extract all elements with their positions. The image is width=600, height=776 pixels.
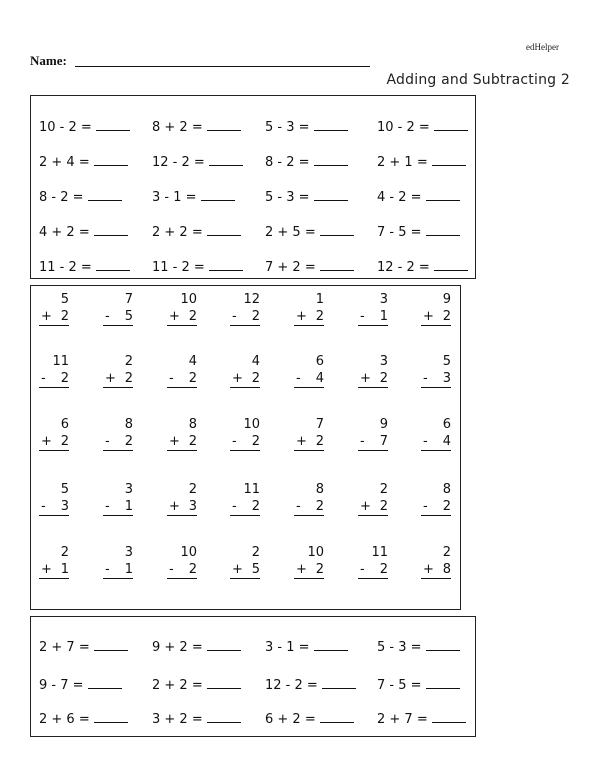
problem-row — [31, 152, 475, 172]
operator-sign: + — [41, 434, 52, 449]
bottom-number: 1 — [379, 309, 388, 324]
answer-blank[interactable] — [426, 187, 460, 201]
answer-blank[interactable] — [320, 222, 354, 236]
vertical-problem — [103, 291, 133, 326]
equation-text: 4 - 2 = — [377, 190, 422, 205]
answer-blank[interactable] — [209, 257, 243, 271]
operator-sign: + — [423, 309, 434, 324]
problem-row — [31, 709, 475, 729]
vertical-problem — [230, 416, 260, 451]
vertical-problem — [103, 481, 133, 516]
equation-text: 2 + 2 = — [152, 678, 203, 693]
answer-line[interactable] — [421, 498, 451, 516]
answer-blank[interactable] — [320, 257, 354, 271]
problem-row — [31, 637, 475, 657]
bottom-number: 2 — [188, 309, 197, 324]
answer-blank[interactable] — [314, 117, 348, 131]
top-number: 2 — [60, 545, 69, 560]
bottom-number: 2 — [60, 371, 69, 386]
equation-problem — [265, 117, 348, 135]
bottom-number: 2 — [315, 499, 324, 514]
vertical-problem — [39, 544, 69, 579]
top-number: 8 — [315, 482, 324, 497]
bottom-number: 1 — [124, 562, 133, 577]
operator-sign: - — [232, 309, 237, 324]
equation-problem — [377, 637, 460, 655]
vertical-problem — [294, 291, 324, 326]
answer-line[interactable] — [358, 561, 388, 579]
equation-problem — [39, 709, 128, 727]
equation-text: 11 - 2 = — [152, 260, 205, 275]
equation-problem — [377, 222, 460, 240]
equation-text: 3 - 1 = — [265, 640, 310, 655]
operator-sign: + — [360, 371, 371, 386]
equation-problem — [152, 152, 243, 170]
operator-sign: - — [423, 371, 428, 386]
top-number: 5 — [442, 354, 451, 369]
answer-line[interactable] — [230, 433, 260, 451]
bottom-number: 4 — [442, 434, 451, 449]
top-number: 12 — [243, 292, 260, 307]
equation-problem — [377, 152, 466, 170]
bottom-number: 3 — [60, 499, 69, 514]
equation-text: 2 + 1 = — [377, 155, 428, 170]
equation-text: 2 + 6 = — [39, 712, 90, 727]
top-number: 10 — [180, 292, 197, 307]
equation-text: 2 + 7 = — [39, 640, 90, 655]
problem-row — [31, 222, 475, 242]
operator-sign: + — [169, 434, 180, 449]
operator-sign: + — [296, 562, 307, 577]
equation-text: 5 - 3 = — [377, 640, 422, 655]
top-number: 5 — [60, 482, 69, 497]
operator-sign: - — [296, 499, 301, 514]
equation-problem — [265, 187, 348, 205]
bottom-number: 1 — [124, 499, 133, 514]
answer-blank[interactable] — [432, 709, 466, 723]
equation-text: 4 + 2 = — [39, 225, 90, 240]
vertical-problem — [421, 291, 451, 326]
answer-line[interactable] — [421, 308, 451, 326]
operator-sign: - — [169, 371, 174, 386]
vertical-problem — [421, 416, 451, 451]
equation-problem — [265, 152, 348, 170]
vertical-problem — [230, 291, 260, 326]
answer-line[interactable] — [358, 370, 388, 388]
equation-text: 8 - 2 = — [39, 190, 84, 205]
equation-problem — [152, 257, 243, 275]
top-number: 10 — [307, 545, 324, 560]
answer-blank[interactable] — [426, 675, 460, 689]
brand-mark: edHelper — [526, 42, 559, 52]
operator-sign: - — [105, 562, 110, 577]
operator-sign: - — [105, 434, 110, 449]
vertical-problem — [39, 481, 69, 516]
answer-blank[interactable] — [426, 222, 460, 236]
answer-blank[interactable] — [94, 152, 128, 166]
answer-line[interactable] — [103, 498, 133, 516]
operator-sign: + — [360, 499, 371, 514]
top-number: 3 — [124, 545, 133, 560]
answer-blank[interactable] — [434, 117, 468, 131]
equation-text: 8 + 2 = — [152, 120, 203, 135]
equation-text: 12 - 2 = — [377, 260, 430, 275]
answer-blank[interactable] — [314, 187, 348, 201]
equation-problem — [39, 257, 130, 275]
operator-sign: + — [169, 309, 180, 324]
top-number: 11 — [52, 354, 69, 369]
answer-line[interactable] — [421, 370, 451, 388]
equation-problem — [265, 709, 354, 727]
equation-text: 3 + 2 = — [152, 712, 203, 727]
top-number: 8 — [188, 417, 197, 432]
bottom-number: 2 — [60, 309, 69, 324]
equation-problem — [265, 257, 354, 275]
vertical-problem-box — [30, 285, 461, 610]
bottom-number: 5 — [124, 309, 133, 324]
bottom-number: 2 — [315, 562, 324, 577]
answer-blank[interactable] — [207, 709, 241, 723]
top-number: 5 — [60, 292, 69, 307]
answer-blank[interactable] — [94, 637, 128, 651]
vertical-problem — [358, 481, 388, 516]
answer-line[interactable] — [103, 308, 133, 326]
bottom-number: 2 — [60, 434, 69, 449]
top-number: 10 — [180, 545, 197, 560]
operator-sign: + — [169, 499, 180, 514]
equation-problem — [377, 187, 460, 205]
bottom-number: 2 — [379, 371, 388, 386]
equation-problem — [39, 637, 128, 655]
operator-sign: - — [360, 562, 365, 577]
equation-problem — [39, 117, 130, 135]
equation-text: 9 + 2 = — [152, 640, 203, 655]
answer-line[interactable] — [358, 308, 388, 326]
answer-line[interactable] — [103, 370, 133, 388]
equation-text: 6 + 2 = — [265, 712, 316, 727]
operator-sign: - — [423, 434, 428, 449]
equation-problem — [39, 152, 128, 170]
operator-sign: + — [232, 371, 243, 386]
equation-text: 5 - 3 = — [265, 190, 310, 205]
name-label: Name: — [30, 53, 67, 68]
top-number: 11 — [243, 482, 260, 497]
vertical-problem — [167, 544, 197, 579]
equation-text: 2 + 4 = — [39, 155, 90, 170]
vertical-problem — [294, 416, 324, 451]
equation-text: 11 - 2 = — [39, 260, 92, 275]
top-number: 11 — [371, 545, 388, 560]
answer-line[interactable] — [294, 308, 324, 326]
operator-sign: - — [232, 499, 237, 514]
equation-problem — [265, 637, 348, 655]
bottom-number: 5 — [251, 562, 260, 577]
bottom-number: 2 — [188, 434, 197, 449]
page-title: Adding and Subtracting 2 — [386, 72, 570, 88]
bottom-number: 1 — [60, 562, 69, 577]
vertical-problem — [358, 353, 388, 388]
operator-sign: - — [232, 434, 237, 449]
vertical-problem — [358, 416, 388, 451]
answer-line[interactable] — [39, 308, 69, 326]
equation-text: 9 - 7 = — [39, 678, 84, 693]
bottom-number: 3 — [188, 499, 197, 514]
answer-blank[interactable] — [434, 257, 468, 271]
bottom-number: 2 — [251, 309, 260, 324]
vertical-problem — [294, 481, 324, 516]
top-number: 7 — [124, 292, 133, 307]
vertical-problem — [39, 353, 69, 388]
vertical-problem — [167, 481, 197, 516]
answer-line[interactable] — [230, 498, 260, 516]
equation-problem — [377, 257, 468, 275]
vertical-problem — [230, 481, 260, 516]
equation-text: 2 + 2 = — [152, 225, 203, 240]
answer-line[interactable] — [167, 370, 197, 388]
top-number: 6 — [315, 354, 324, 369]
vertical-problem — [358, 544, 388, 579]
bottom-number: 2 — [251, 499, 260, 514]
equation-text: 3 - 1 = — [152, 190, 197, 205]
top-number: 2 — [251, 545, 260, 560]
answer-line[interactable] — [39, 498, 69, 516]
operator-sign: - — [105, 309, 110, 324]
bottom-number: 2 — [251, 434, 260, 449]
answer-blank[interactable] — [88, 187, 122, 201]
answer-line[interactable] — [103, 433, 133, 451]
operator-sign: + — [41, 562, 52, 577]
answer-line[interactable] — [167, 498, 197, 516]
bottom-number: 2 — [124, 434, 133, 449]
equation-problem — [152, 709, 241, 727]
vertical-problem — [167, 353, 197, 388]
equation-problem — [265, 675, 356, 693]
answer-line[interactable] — [167, 308, 197, 326]
equation-text: 2 + 5 = — [265, 225, 316, 240]
answer-line[interactable] — [294, 498, 324, 516]
top-number: 9 — [442, 292, 451, 307]
problem-row — [31, 675, 475, 695]
equation-text: 7 - 5 = — [377, 678, 422, 693]
vertical-problem — [294, 544, 324, 579]
operator-sign: - — [169, 562, 174, 577]
equation-problem — [39, 675, 122, 693]
answer-line[interactable] — [230, 370, 260, 388]
top-number: 8 — [124, 417, 133, 432]
top-number: 2 — [442, 545, 451, 560]
vertical-problem — [167, 291, 197, 326]
answer-blank[interactable] — [314, 152, 348, 166]
answer-line[interactable] — [421, 561, 451, 579]
top-number: 2 — [124, 354, 133, 369]
bottom-number: 3 — [442, 371, 451, 386]
top-number: 2 — [188, 482, 197, 497]
vertical-problem — [230, 353, 260, 388]
operator-sign: + — [105, 371, 116, 386]
equation-problem — [152, 637, 241, 655]
answer-blank[interactable] — [207, 675, 241, 689]
equation-problem — [152, 222, 241, 240]
equation-problem — [377, 117, 468, 135]
top-number: 8 — [442, 482, 451, 497]
operator-sign: + — [41, 309, 52, 324]
equation-problem — [152, 187, 235, 205]
top-number: 1 — [315, 292, 324, 307]
top-number: 2 — [379, 482, 388, 497]
vertical-problem — [103, 544, 133, 579]
bottom-number: 2 — [379, 562, 388, 577]
bottom-number: 2 — [188, 371, 197, 386]
equation-text: 8 - 2 = — [265, 155, 310, 170]
answer-blank[interactable] — [94, 222, 128, 236]
answer-line[interactable] — [358, 498, 388, 516]
equation-problem — [377, 709, 466, 727]
answer-line[interactable] — [294, 433, 324, 451]
operator-sign: - — [423, 499, 428, 514]
vertical-problem — [294, 353, 324, 388]
answer-blank[interactable] — [314, 637, 348, 651]
answer-line[interactable] — [230, 561, 260, 579]
bottom-number: 4 — [315, 371, 324, 386]
answer-line[interactable] — [421, 433, 451, 451]
vertical-problem — [103, 416, 133, 451]
bottom-number: 2 — [124, 371, 133, 386]
answer-blank[interactable] — [96, 117, 130, 131]
top-number: 4 — [251, 354, 260, 369]
equation-problem — [39, 222, 128, 240]
equation-text: 12 - 2 = — [265, 678, 318, 693]
bottom-number: 2 — [442, 499, 451, 514]
equation-text: 7 - 5 = — [377, 225, 422, 240]
vertical-problem — [421, 544, 451, 579]
operator-sign: - — [360, 309, 365, 324]
operator-sign: - — [41, 371, 46, 386]
answer-blank[interactable] — [320, 709, 354, 723]
top-number: 4 — [188, 354, 197, 369]
bottom-number: 2 — [315, 309, 324, 324]
answer-line[interactable] — [167, 561, 197, 579]
answer-line[interactable] — [230, 308, 260, 326]
answer-blank[interactable] — [432, 152, 466, 166]
top-problem-box — [30, 95, 476, 279]
bottom-number: 8 — [442, 562, 451, 577]
answer-line[interactable] — [39, 433, 69, 451]
answer-blank[interactable] — [426, 637, 460, 651]
top-number: 3 — [379, 354, 388, 369]
equation-text: 5 - 3 = — [265, 120, 310, 135]
vertical-problem — [230, 544, 260, 579]
top-number: 6 — [60, 417, 69, 432]
equation-text: 10 - 2 = — [377, 120, 430, 135]
operator-sign: - — [360, 434, 365, 449]
operator-sign: + — [296, 309, 307, 324]
answer-blank[interactable] — [96, 257, 130, 271]
top-number: 3 — [379, 292, 388, 307]
answer-blank[interactable] — [322, 675, 356, 689]
answer-line[interactable] — [39, 370, 69, 388]
answer-line[interactable] — [358, 433, 388, 451]
operator-sign: - — [41, 499, 46, 514]
equation-text: 2 + 7 = — [377, 712, 428, 727]
operator-sign: - — [296, 371, 301, 386]
operator-sign: + — [232, 562, 243, 577]
answer-blank[interactable] — [201, 187, 235, 201]
bottom-number: 2 — [251, 371, 260, 386]
bottom-number: 2 — [379, 499, 388, 514]
problem-row — [31, 257, 475, 277]
answer-blank[interactable] — [94, 709, 128, 723]
vertical-problem — [39, 416, 69, 451]
answer-blank[interactable] — [207, 117, 241, 131]
equation-problem — [39, 187, 122, 205]
operator-sign: + — [296, 434, 307, 449]
answer-line[interactable] — [39, 561, 69, 579]
name-line[interactable] — [75, 66, 370, 67]
vertical-problem — [421, 481, 451, 516]
answer-line[interactable] — [294, 561, 324, 579]
vertical-problem — [167, 416, 197, 451]
equation-text: 7 + 2 = — [265, 260, 316, 275]
top-number: 9 — [379, 417, 388, 432]
answer-blank[interactable] — [207, 637, 241, 651]
bottom-number: 2 — [315, 434, 324, 449]
answer-blank[interactable] — [207, 222, 241, 236]
top-number: 3 — [124, 482, 133, 497]
top-number: 7 — [315, 417, 324, 432]
vertical-problem — [358, 291, 388, 326]
equation-problem — [152, 117, 241, 135]
equation-text: 10 - 2 = — [39, 120, 92, 135]
answer-blank[interactable] — [209, 152, 243, 166]
equation-text: 12 - 2 = — [152, 155, 205, 170]
top-number: 6 — [442, 417, 451, 432]
answer-line[interactable] — [167, 433, 197, 451]
answer-line[interactable] — [103, 561, 133, 579]
vertical-problem — [421, 353, 451, 388]
equation-problem — [152, 675, 241, 693]
equation-problem — [377, 675, 460, 693]
bottom-number: 2 — [442, 309, 451, 324]
bottom-number: 2 — [188, 562, 197, 577]
answer-line[interactable] — [294, 370, 324, 388]
operator-sign: - — [105, 499, 110, 514]
bottom-problem-box — [30, 616, 476, 737]
answer-blank[interactable] — [88, 675, 122, 689]
equation-problem — [265, 222, 354, 240]
top-number: 10 — [243, 417, 260, 432]
vertical-problem — [39, 291, 69, 326]
operator-sign: + — [423, 562, 434, 577]
bottom-number: 7 — [379, 434, 388, 449]
problem-row — [31, 187, 475, 207]
problem-row — [31, 117, 475, 137]
vertical-problem — [103, 353, 133, 388]
